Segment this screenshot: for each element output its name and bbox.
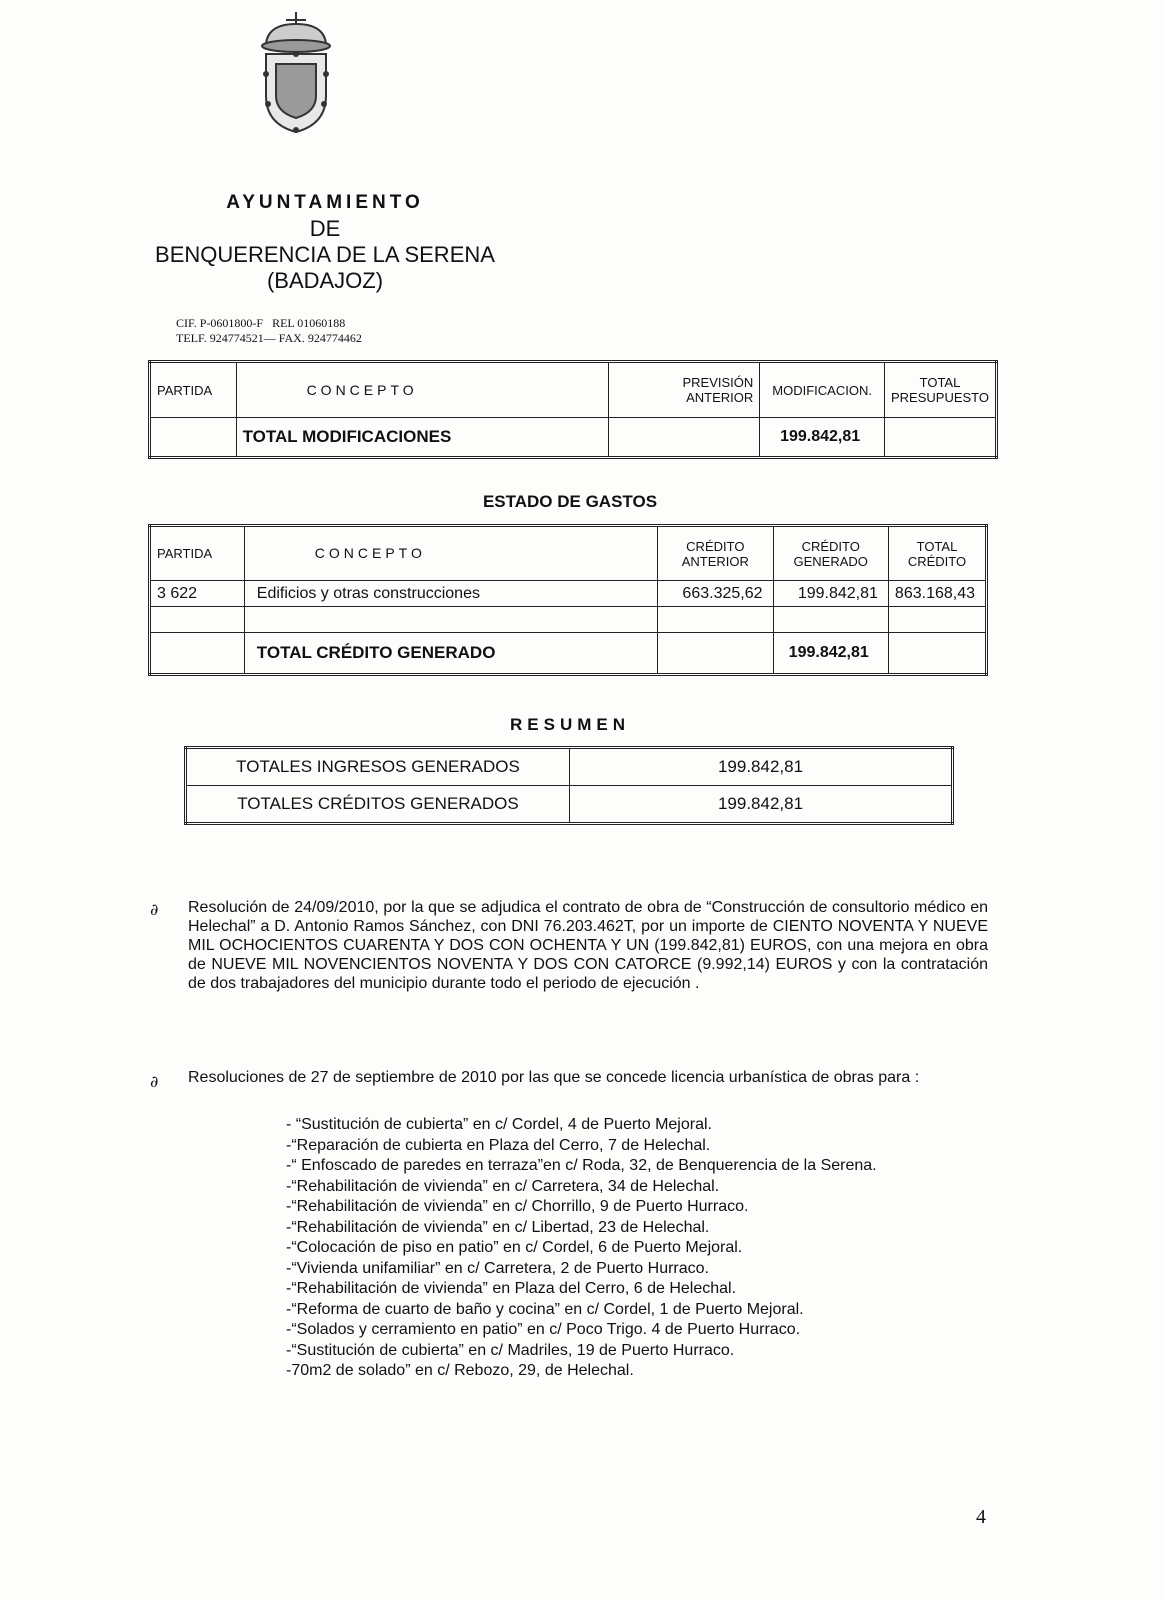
- list-item: -“Sustitución de cubierta” en c/ Madriles, 19 de Puerto Hurraco.: [286, 1341, 735, 1359]
- licenses-list: [286, 1115, 877, 1382]
- cell-empty: [150, 418, 237, 458]
- total-modificaciones-value: 199.842,81: [760, 418, 885, 458]
- table-row: [150, 581, 987, 607]
- list-item: -“Reforma de cuarto de baño y cocina” en c/ Cordel, 1 de Puerto Mejoral.: [286, 1300, 804, 1318]
- th-total-credito: TOTAL CRÉDITO: [888, 526, 986, 581]
- list-item: -“Colocación de piso en patio” en c/ Cordel, 6 de Puerto Mejoral.: [286, 1239, 743, 1256]
- cell-empty: [773, 607, 888, 633]
- total-credito-value: 199.842,81: [773, 633, 888, 675]
- title-line-3: BENQUERENCIA DE LA SERENA: [155, 242, 495, 267]
- licenses-intro: Resoluciones de 27 de septiembre de 2010 por las que se concede licencia urbanística de obras para :: [188, 1069, 920, 1086]
- cell-empty: [658, 607, 773, 633]
- phone-fax-text: TELF. 924774521— FAX. 924774462: [176, 331, 362, 345]
- th-partida: PARTIDA: [150, 362, 237, 418]
- list-item: -“Solados y cerramiento en patio” en c/ Poco Trigo. 4 de Puerto Hurraco.: [286, 1321, 801, 1338]
- th-concepto: CONCEPTO: [244, 526, 657, 581]
- resumen-title: RESUMEN: [509, 715, 630, 734]
- resumen-value: 199.842,81: [570, 786, 953, 824]
- cell-empty: [884, 418, 996, 458]
- cell-empty: [244, 607, 657, 633]
- th-total-presupuesto: TOTAL PRESUPUESTO: [884, 362, 996, 418]
- total-credito-cell: 863.168,43: [888, 581, 986, 607]
- th-credito-anterior: CRÉDITO ANTERIOR: [658, 526, 773, 581]
- cell-empty: [888, 607, 986, 633]
- municipality-title: [140, 190, 510, 294]
- resumen-label: TOTALES INGRESOS GENERADOS: [186, 748, 570, 786]
- table-row: [186, 748, 953, 786]
- list-item: -“Vivienda unifamiliar” en c/ Carretera, 2 de Puerto Hurraco.: [286, 1259, 709, 1277]
- list-item: -“Rehabilitación de vivienda” en c/ Carretera, 34 de Helechal.: [286, 1177, 720, 1195]
- list-item: - “Sustitución de cubierta” en c/ Cordel, 4 de Puerto Mejoral.: [286, 1116, 712, 1133]
- resumen-table: [184, 746, 954, 825]
- list-item: -“Rehabilitación de vivienda” en c/ Libertad, 23 de Helechal.: [286, 1218, 710, 1236]
- list-item: -“Rehabilitación de vivienda” en c/ Chorrillo, 9 de Puerto Hurraco.: [286, 1198, 749, 1215]
- cell-empty: [888, 633, 986, 675]
- list-item: -“Rehabilitación de vivienda” en Plaza del Cerro, 6 de Helechal.: [286, 1280, 737, 1297]
- partida-cell: 3 622: [150, 581, 245, 607]
- modifications-table: [148, 360, 998, 459]
- cell-empty: [150, 633, 245, 675]
- resolution-paragraph: Resolución de 24/09/2010, por la que se adjudica el contrato de obra de “Construcción de consultorio médico en Helechal” a D. Antonio Ramos Sánchez, con DNI 76.203.462T, por un importe de CIENTO NOVENTA Y NUEVE MIL OCHOCIENTOS CUARENTA Y DOS CON OCHENTA Y UN (199.842,81) EUROS, con una mejora en obra de NUEVE MIL NOVENCIENTOS NOVENTA Y DOS CON CATORCE (9.992,14) EUROS y con la contratación de dos trabajadores del municipio durante todo el periodo de ejecución .: [188, 899, 988, 992]
- identifiers: [176, 316, 362, 346]
- title-line-1: AYUNTAMIENTO: [226, 192, 424, 213]
- rel-text: REL 01060188: [272, 316, 346, 330]
- list-item: -70m2 de solado” en c/ Rebozo, 29, de Helechal.: [286, 1362, 634, 1379]
- resumen-label: TOTALES CRÉDITOS GENERADOS: [186, 786, 570, 824]
- cif-text: CIF. P-0601800-F: [176, 316, 264, 330]
- th-concepto: CONCEPTO: [236, 362, 608, 418]
- credito-generado-cell: 199.842,81: [773, 581, 888, 607]
- title-line-4: (BADAJOZ): [266, 268, 384, 293]
- list-item: -“Reparación de cubierta en Plaza del Cerro, 7 de Helechal.: [286, 1136, 711, 1154]
- cell-empty: [150, 607, 245, 633]
- title-line-2: DE: [309, 216, 341, 241]
- gastos-title: ESTADO DE GASTOS: [482, 492, 658, 511]
- th-modificacion: MODIFICACION.: [760, 362, 885, 418]
- coat-of-arms-icon: [248, 8, 344, 136]
- table-row: [186, 786, 953, 824]
- cell-empty: [608, 418, 759, 458]
- resumen-value: 199.842,81: [570, 748, 953, 786]
- credito-anterior-cell: 663.325,62: [658, 581, 773, 607]
- list-item: -“ Enfoscado de paredes en terraza”en c/ Roda, 32, de Benquerencia de la Serena.: [286, 1157, 877, 1174]
- concepto-cell: Edificios y otras construcciones: [244, 581, 657, 607]
- th-prevision: PREVISIÓN ANTERIOR: [608, 362, 759, 418]
- total-modificaciones-label: TOTAL MODIFICACIONES: [236, 418, 608, 458]
- th-credito-generado: CRÉDITO GENERADO: [773, 526, 888, 581]
- page-number: 4: [976, 1506, 986, 1528]
- gastos-table: [148, 524, 988, 676]
- bullet-icon: ∂: [150, 900, 159, 919]
- bullet-icon: ∂: [150, 1072, 159, 1091]
- total-credito-label: TOTAL CRÉDITO GENERADO: [244, 633, 657, 675]
- th-partida: PARTIDA: [150, 526, 245, 581]
- cell-empty: [658, 633, 773, 675]
